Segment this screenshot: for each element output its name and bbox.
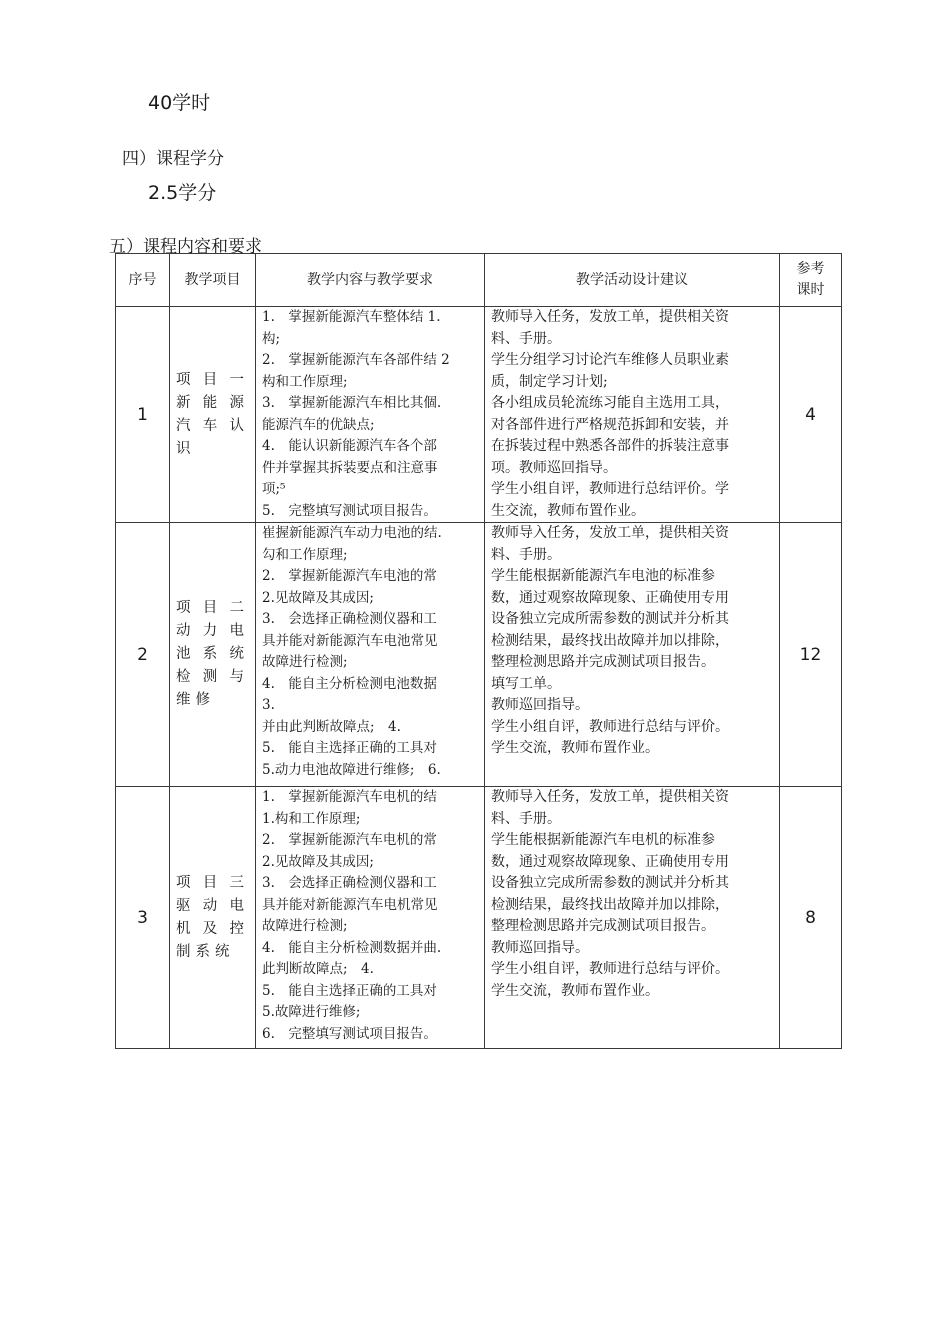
content-line: 具并能对新能源汽车电机常见 <box>262 896 438 913</box>
content-line: 3. 会选择正确检测仪器和工 <box>262 875 437 891</box>
header-project: 教学项目 <box>170 254 256 307</box>
content-line: 件并掌握其拆装要点和注意事 <box>262 459 438 476</box>
content-line: 5.动力电池故障进行维修; 6. <box>262 761 441 778</box>
content-heading: 五）课程内容和要求 <box>109 237 262 257</box>
content-line: 2.见故障及其成因; <box>262 589 374 606</box>
content-line: 构; <box>262 330 281 347</box>
activity-line: 检测结果，最终找出故障并加以排除， <box>491 632 729 649</box>
activity-line: 料、手册。 <box>491 546 561 563</box>
reference-hours: 4 <box>780 307 842 523</box>
content-line: 1. 掌握新能源汽车整体结 1. <box>262 309 441 325</box>
course-content-table <box>115 253 842 1049</box>
header-activity: 教学活动设计建议 <box>485 254 780 307</box>
reference-hours: 12 <box>780 523 842 787</box>
activity-line: 教师导入任务，发放工单，提供相关资 <box>491 525 729 541</box>
activity-line: 设备独立完成所需参数的测试并分析其 <box>491 611 729 627</box>
content-line: 1. 掌握新能源汽车电机的结 <box>262 789 437 805</box>
content-line: 构和工作原理; <box>262 373 348 390</box>
activity-line: 教师导入任务，发放工单，提供相关资 <box>491 309 729 325</box>
activity-line: 在拆装过程中熟悉各部件的拆装注意事 <box>491 438 729 454</box>
content-line: 5. 能自主选择正确的工具对 <box>262 982 437 999</box>
content-line: 5. 完整填写测试项目报告。 <box>262 502 437 519</box>
activity-line: 整理检测思路并完成测试项目报告。 <box>491 918 715 934</box>
content-line: 4. 能认识新能源汽车各个部 <box>262 438 437 454</box>
content-line: 5. 能自主选择正确的工具对 <box>262 740 437 756</box>
content-line: 4. 能自主分析检测电池数据 <box>262 675 437 692</box>
project-cell <box>170 307 256 523</box>
row-number: 2 <box>116 523 170 787</box>
table-row <box>116 307 842 523</box>
activity-line: 学生交流，教师布置作业。 <box>491 740 659 756</box>
content-line: 1.构和工作原理; <box>262 810 361 827</box>
content-line: 2. 掌握新能源汽车电机的常 <box>262 832 437 848</box>
activity-cell <box>485 307 780 523</box>
activity-line: 整理检测思路并完成测试项目报告。 <box>491 654 715 670</box>
content-line: 3. 会选择正确检测仪器和工 <box>262 611 437 627</box>
activity-cell <box>485 787 780 1049</box>
activity-line: 填写工单。 <box>491 675 561 692</box>
content-cell <box>256 787 485 1049</box>
activity-line: 学生小组自评，教师进行总结与评价。 <box>491 718 729 735</box>
activity-line: 学生小组自评，教师进行总结与评价。 <box>491 961 729 977</box>
activity-line: 对各部件进行严格规范拆卸和安装，并 <box>491 416 729 433</box>
project-name: 项目一新能源汽车认识 <box>176 371 249 457</box>
reference-hours: 8 <box>780 787 842 1049</box>
table-row <box>116 523 842 787</box>
header-content: 教学内容与教学要求 <box>256 254 485 307</box>
activity-line: 料、手册。 <box>491 810 561 827</box>
content-line: 并由此判断故障点; 4. <box>262 718 401 735</box>
table-header-row <box>116 254 842 307</box>
activity-line: 教师巡回指导。 <box>491 697 589 713</box>
course-hours: 40学时 <box>148 92 211 114</box>
content-cell <box>256 523 485 787</box>
project-name: 项目二动力电池系统检测与维修 <box>176 600 249 708</box>
activity-line: 质，制定学习计划; <box>491 373 608 390</box>
activity-line: 生交流，教师布置作业。 <box>491 502 645 519</box>
content-line: 2. 掌握新能源汽车电池的常 <box>262 568 437 584</box>
activity-line: 教师导入任务，发放工单，提供相关资 <box>491 789 729 805</box>
content-line: 4. 能自主分析检测数据并曲. <box>262 939 442 956</box>
activity-line: 数，通过观察故障现象、正确使用专用 <box>491 589 729 606</box>
content-line: 项;⁵ <box>262 481 286 497</box>
content-line: 6. 完整填写测试项目报告。 <box>262 1025 437 1042</box>
activity-cell <box>485 523 780 787</box>
header-hours <box>780 254 842 307</box>
content-line: 具并能对新能源汽车电池常见 <box>262 632 438 649</box>
content-line: 能源汽车的优缺点; <box>262 416 375 433</box>
content-line: 2.见故障及其成因; <box>262 853 374 870</box>
header-no: 序号 <box>116 254 170 307</box>
table-row <box>116 787 842 1049</box>
activity-line: 教师巡回指导。 <box>491 939 589 956</box>
row-number: 3 <box>116 787 170 1049</box>
activity-line: 学生小组自评，教师进行总结评价。学 <box>491 481 729 497</box>
content-line: 故障进行检测; <box>262 654 348 670</box>
content-line: 2. 掌握新能源汽车各部件结 2 <box>262 352 450 368</box>
activity-line: 设备独立完成所需参数的测试并分析其 <box>491 875 729 891</box>
header-hours-line1: 参考 <box>796 261 825 277</box>
content-line: 3. <box>262 697 275 713</box>
content-cell <box>256 307 485 523</box>
content-line: 此判断故障点; 4. <box>262 961 374 977</box>
activity-line: 数，通过观察故障现象、正确使用专用 <box>491 853 729 870</box>
row-number: 1 <box>116 307 170 523</box>
content-line: 勾和工作原理; <box>262 546 348 563</box>
activity-line: 检测结果，最终找出故障并加以排除， <box>491 896 729 913</box>
activity-line: 学生分组学习讨论汽车维修人员职业素 <box>491 352 729 368</box>
credit-heading: 四）课程学分 <box>122 149 224 169</box>
content-line: 5.故障进行维修; <box>262 1004 361 1020</box>
project-name: 项目三驱动电机及控制系统 <box>176 874 249 960</box>
course-credit: 2.5学分 <box>148 182 217 204</box>
content-line: 故障进行检测; <box>262 918 348 934</box>
header-hours-line2: 课时 <box>796 282 825 298</box>
activity-line: 学生能根据新能源汽车电机的标准参 <box>491 832 715 848</box>
project-cell <box>170 787 256 1049</box>
activity-line: 料、手册。 <box>491 330 561 347</box>
activity-line: 学生交流，教师布置作业。 <box>491 982 659 999</box>
activity-line: 学生能根据新能源汽车电池的标准参 <box>491 568 715 584</box>
content-line: 3. 掌握新能源汽车相比其個. <box>262 395 442 411</box>
activity-line: 各小组成员轮流练习能自主选用工具， <box>491 395 729 411</box>
activity-line: 项。教师巡回指导。 <box>491 459 617 476</box>
content-line: 崔握新能源汽车动力电池的结. <box>262 525 442 541</box>
project-cell <box>170 523 256 787</box>
